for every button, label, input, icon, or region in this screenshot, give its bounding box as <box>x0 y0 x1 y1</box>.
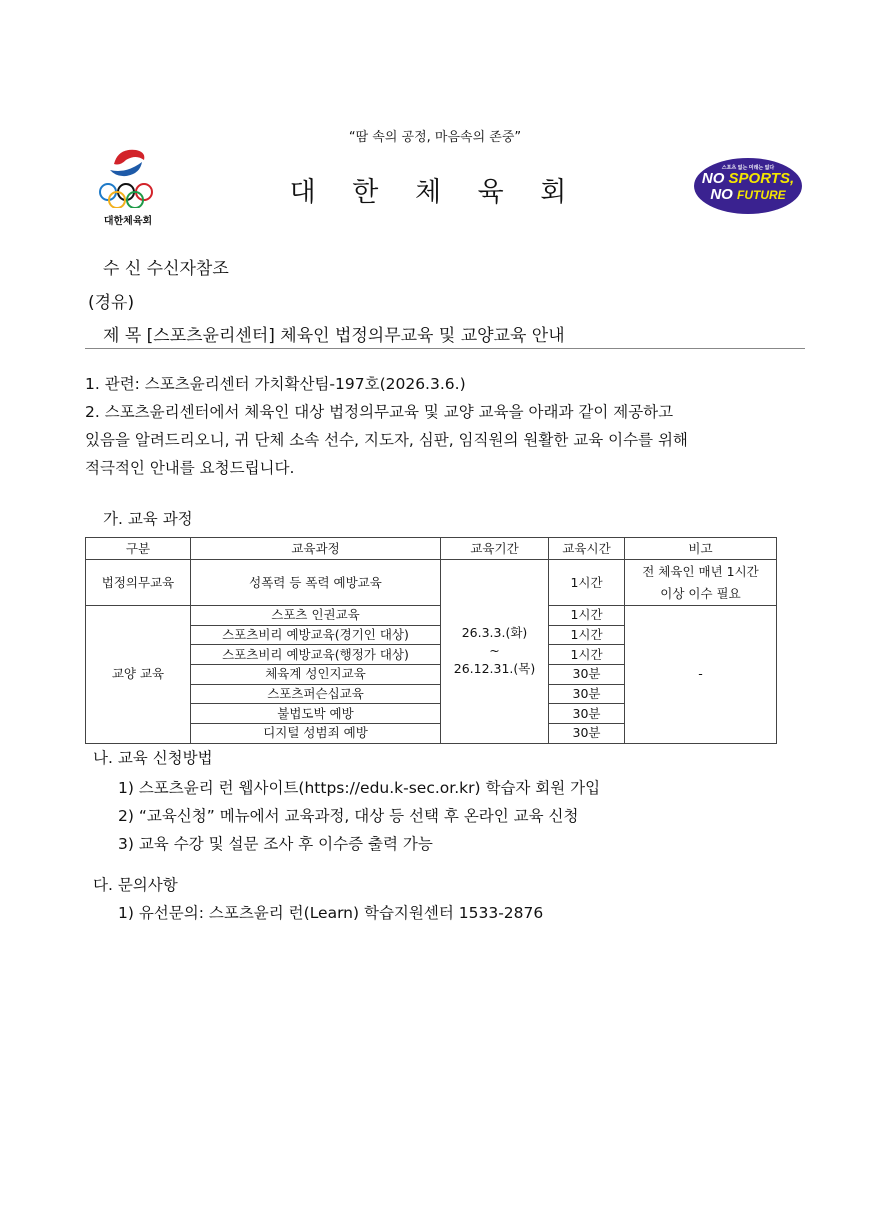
paragraph-2-line-1: 2. 스포츠윤리센터에서 체육인 대상 법정의무교육 및 교양 교육을 아래과 같이 제공하고 <box>85 403 674 421</box>
hours-cell: 1시간 <box>549 625 625 645</box>
header-cell: 교육시간 <box>549 538 625 560</box>
hours-cell: 1시간 <box>549 606 625 626</box>
motto: “땀 속의 공정, 마음속의 존중” <box>348 130 522 145</box>
period-end: 26.12.31.(목) <box>453 661 536 677</box>
list-item: 2) “교육신청” 메뉴에서 교육과정, 대상 등 선택 후 온라인 교육 신청 <box>118 807 579 825</box>
section-b-title: 나. 교육 신청방법 <box>93 749 213 767</box>
paragraph-1: 1. 관련: 스포츠윤리센터 가치확산팀-197호(2026.3.6.) <box>85 375 466 393</box>
header-cell: 구분 <box>86 538 191 560</box>
logo-tagline: 스포츠 없는 미래는 없다 <box>721 165 775 171</box>
hours-cell: 1시간 <box>549 560 625 606</box>
recipient: 수 신 수신자참조 <box>103 259 229 279</box>
logo-no2: NO <box>710 186 733 203</box>
course-cell: 스포츠비리 예방교육(경기인 대상) <box>191 625 441 645</box>
period-sep: ~ <box>489 643 500 659</box>
table-header-row <box>86 538 777 560</box>
hours-cell: 30분 <box>549 684 625 704</box>
category-cell: 법정의무교육 <box>86 560 191 606</box>
list-item: 1) 유선문의: 스포츠윤리 런(Learn) 학습지원센터 1533-2876 <box>118 904 544 922</box>
category-cell: 교양 교육 <box>86 606 191 744</box>
section-a-title: 가. 교육 과정 <box>103 510 193 528</box>
course-cell: 불법도박 예방 <box>191 704 441 724</box>
note-line: 전 체육인 매년 1시간 <box>642 563 759 579</box>
section-c-title: 다. 문의사항 <box>93 876 178 894</box>
list-item: 3) 교육 수강 및 설문 조사 후 이수증 출력 가능 <box>118 835 433 853</box>
subject: 제 목 [스포츠윤리센터] 체육인 법정의무교육 및 교양교육 안내 <box>103 326 565 346</box>
list-item: 1) 스포츠윤리 런 웹사이트(https://edu.k-sec.or.kr) 학습자 회원 가입 <box>118 779 601 797</box>
period-start: 26.3.3.(화) <box>461 625 528 641</box>
header-cell: 교육기간 <box>441 538 549 560</box>
course-cell: 디지털 성범죄 예방 <box>191 724 441 744</box>
course-cell: 스포츠비리 예방교육(행정가 대상) <box>191 645 441 665</box>
hours-cell: 1시간 <box>549 645 625 665</box>
course-cell: 성폭력 등 폭력 예방교육 <box>191 560 441 606</box>
course-cell: 스포츠 인권교육 <box>191 606 441 626</box>
hours-cell: 30분 <box>549 704 625 724</box>
table-row <box>86 560 777 606</box>
note-cell: - <box>625 606 777 744</box>
paragraph-2-line-3: 적극적인 안내를 요청드립니다. <box>85 459 295 477</box>
logo-no: NO <box>701 170 725 187</box>
header-cell: 비고 <box>625 538 777 560</box>
course-cell: 체육계 성인지교육 <box>191 665 441 685</box>
divider <box>85 348 805 349</box>
no-sports-no-future-logo <box>694 158 802 214</box>
org-name: 대 한 체 육 회 <box>289 177 581 208</box>
table-row <box>86 606 777 626</box>
course-cell: 스포츠퍼슨십교육 <box>191 684 441 704</box>
logo-future: FUTURE <box>737 188 786 202</box>
hours-cell: 30분 <box>549 665 625 685</box>
logo-sports: SPORTS, <box>728 170 795 187</box>
period-cell <box>441 560 549 744</box>
hours-cell: 30분 <box>549 724 625 744</box>
note-line: 이상 이수 필요 <box>660 585 741 601</box>
paragraph-2-line-2: 있음을 알려드리오니, 귀 단체 소속 선수, 지도자, 심판, 임직원의 원활한 교육 이수를 위해 <box>85 431 688 449</box>
course-table <box>85 537 777 744</box>
kso-logo-text: 대한체육회 <box>103 216 153 227</box>
header-cell: 교육과정 <box>191 538 441 560</box>
via: (경유) <box>88 293 135 313</box>
note-cell <box>625 560 777 606</box>
